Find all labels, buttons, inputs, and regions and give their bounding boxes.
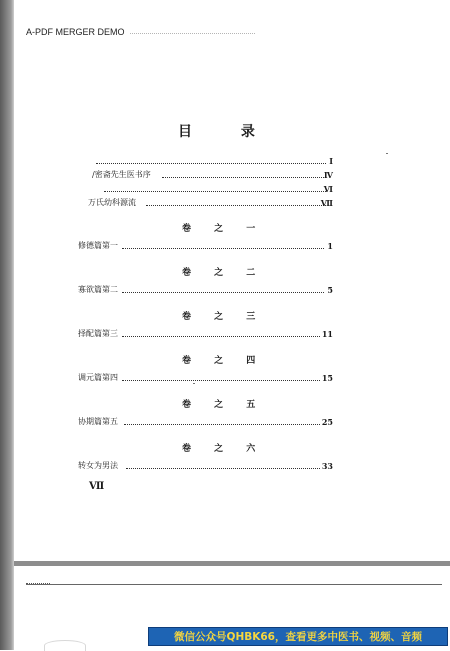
toc-page-number: Ⅶ: [320, 198, 333, 208]
toc-row-front-1[interactable]: [0, 155, 450, 167]
volume-heading: 卷 之 三: [182, 312, 266, 322]
toc-row-front-3[interactable]: [0, 183, 450, 195]
toc-page-number: Ⅵ: [323, 184, 333, 194]
page-bottom-border: [14, 561, 450, 566]
toc-page-number: 11: [321, 329, 333, 339]
next-page-rule: [26, 584, 442, 585]
toc-entry-label: 修德篇第一: [78, 241, 118, 250]
toc-row-volume-3[interactable]: [0, 328, 450, 340]
scan-speck: [386, 153, 388, 154]
toc-dot-leader: [126, 468, 320, 469]
toc-row-volume-2[interactable]: [0, 284, 450, 296]
viewer-left-edge: [0, 0, 14, 650]
toc-page-number: I: [329, 156, 333, 166]
toc-dot-leader: [122, 248, 324, 249]
toc-page-number: Ⅳ: [323, 170, 333, 180]
toc-row-front-2[interactable]: [0, 169, 450, 181]
toc-entry-label: 协期篇第五: [78, 417, 118, 426]
toc-entry-label: 寡欲篇第二: [78, 285, 118, 294]
toc-dot-leader: [122, 292, 324, 293]
toc-entry-label: 转女为男法: [78, 461, 118, 470]
promo-banner[interactable]: 微信公众号QHBK66，查看更多中医书、视频、音频: [148, 627, 448, 646]
volume-heading: 卷 之 六: [182, 444, 266, 454]
toc-row-front-4[interactable]: [0, 197, 450, 209]
toc-entry-label: /密斋先生医书序: [92, 170, 151, 179]
toc-dot-leader: [104, 191, 326, 192]
toc-row-volume-1[interactable]: [0, 240, 450, 252]
toc-dot-leader: [124, 424, 320, 425]
toc-dot-leader: [162, 177, 326, 178]
toc-dot-leader: [146, 205, 326, 206]
toc-row-volume-5[interactable]: [0, 416, 450, 428]
toc-row-volume-6[interactable]: [0, 460, 450, 472]
toc-page-number: 25: [321, 417, 333, 427]
volume-heading: 卷 之 五: [182, 400, 266, 410]
toc-entry-label: 择配篇第三: [78, 329, 118, 338]
scroll-corner-shape: [44, 640, 86, 651]
page-title: 目 录: [178, 124, 277, 140]
toc-entry-label: 万氏幼科源流: [88, 198, 136, 207]
volume-heading: 卷 之 一: [182, 224, 266, 234]
demo-watermark-rule: [130, 33, 255, 34]
toc-row-volume-4[interactable]: [0, 372, 450, 384]
toc-page-number: 1: [327, 241, 333, 251]
toc-page-number: 33: [321, 461, 333, 471]
toc-entry-label: 调元篇第四: [78, 373, 118, 382]
toc-page-number: 5: [327, 285, 333, 295]
volume-heading: 卷 之 二: [182, 268, 266, 278]
toc-dot-leader: [122, 336, 320, 337]
toc-dot-leader: [122, 380, 320, 381]
toc-page-number: 15: [321, 373, 333, 383]
page-footer-mark: Ⅶ: [89, 481, 105, 492]
volume-heading: 卷 之 四: [182, 356, 266, 366]
demo-watermark-label: A-PDF MERGER DEMO: [26, 27, 125, 37]
scan-speck: [193, 383, 195, 384]
toc-dot-leader: [96, 163, 326, 164]
